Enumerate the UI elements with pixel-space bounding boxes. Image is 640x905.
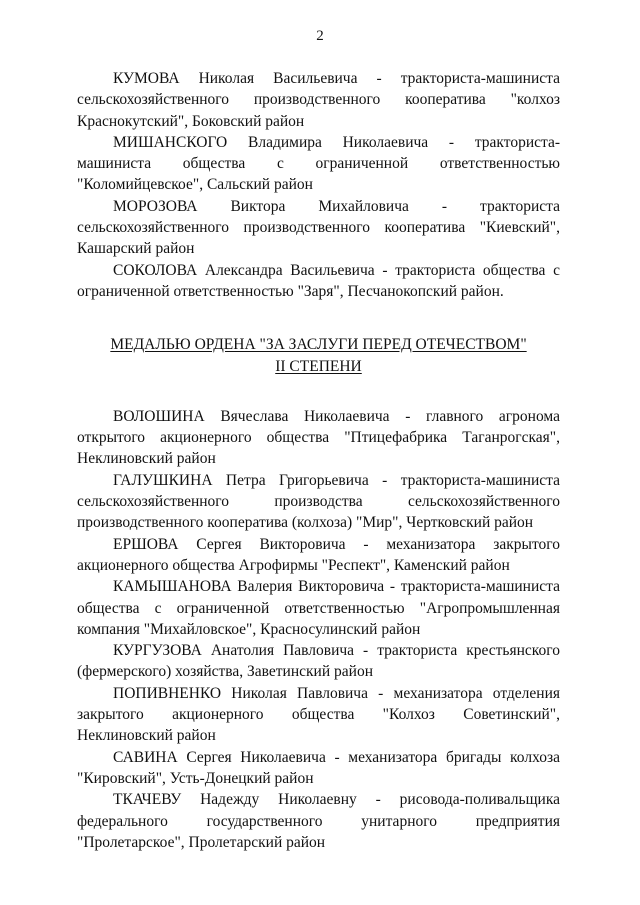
award-entry-kumov: КУМОВА Николая Васильевича - тракториста-машиниста сельскохозяйственного производственного кооператива "колхоз Краснокутский", Боковский район [77, 70, 560, 130]
award-entry-galushkin: ГАЛУШКИНА Петра Григорьевича - тракториста-машиниста сельскохозяйственного производства сельскохозяйственного производственного кооператива (колхоза) "Мир", Чертковский район [77, 471, 560, 532]
award-entry-ershov: ЕРШОВА Сергея Викторовича - механизатора закрытого акционерного общества Агрофирмы "Респект", Каменский район [77, 535, 560, 574]
section-heading-line1: МЕДАЛЬЮ ОРДЕНА "ЗА ЗАСЛУГИ ПЕРЕД ОТЕЧЕСТВОМ" [110, 336, 527, 354]
award-entry-kamyshanov: КАМЫШАНОВА Валерия Викторовича - тракториста-машиниста общества с ограниченной ответственностью "Агропромышленная компания "Михайловское", Красносулинский район [77, 578, 560, 638]
document-body [77, 68, 560, 853]
award-entry-mishanskiy: МИШАНСКОГО Владимира Николаевича - тракториста-машиниста общества с ограниченной ответственностью "Коломийцевское", Сальский район [77, 133, 560, 194]
section-heading-line2: II СТЕПЕНИ [275, 357, 362, 375]
page-number: 2 [316, 28, 324, 44]
award-entry-voloshin: ВОЛОШИНА Вячеслава Николаевича - главного агронома открытого акционерного общества "Птицефабрика Таганрогская", Неклиновский район [77, 407, 560, 468]
award-entry-savin: САВИНА Сергея Николаевича - механизатора бригады колхоза "Кировский", Усть-Донецкий район [77, 748, 560, 787]
award-entry-kurguzov: КУРГУЗОВА Анатолия Павловича - тракториста крестьянского (фермерского) хозяйства, Заветинский район [77, 642, 560, 681]
award-entry-morozov: МОРОЗОВА Виктора Михайловича - тракториста сельскохозяйственного производственного кооператива "Киевский", Кашарский район [77, 197, 560, 258]
award-entry-popivnenko: ПОПИВНЕНКО Николая Павловича - механизатора отделения закрытого акционерного общества "Колхоз Советинский", Неклиновский район [77, 684, 560, 745]
section-heading [77, 334, 560, 377]
award-entry-tkacheva: ТКАЧЕВУ Надежду Николаевну - рисовода-поливальщика федерального государственного унитарного предприятия "Пролетарское", Пролетарский район [77, 791, 560, 851]
award-entry-sokolov: СОКОЛОВА Александра Васильевича - тракториста общества с ограниченной ответственностью "Заря", Песчанокопский район. [77, 261, 560, 300]
